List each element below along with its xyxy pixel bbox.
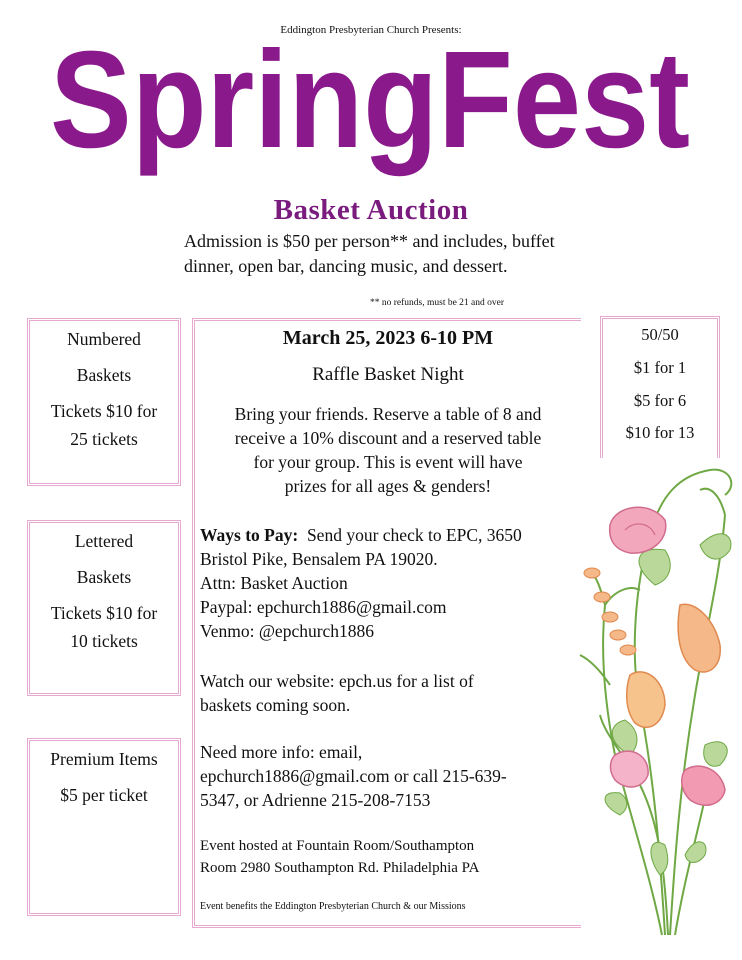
fifty-line2: $1 for 1 bbox=[633, 358, 687, 377]
premium-line2: $5 per ticket bbox=[60, 785, 148, 805]
ways-line2: Bristol Pike, Bensalem PA 19020. bbox=[200, 549, 438, 569]
footnote: ** no refunds, must be 21 and over bbox=[370, 298, 505, 308]
basket-auction-heading: Basket Auction bbox=[273, 194, 469, 226]
lettered-line1: Lettered bbox=[74, 531, 134, 551]
venue-line1: Event hosted at Fountain Room/Southampton bbox=[200, 838, 475, 854]
lettered-line4: 10 tickets bbox=[70, 631, 138, 651]
admission-text: Admission is $50 per person** and includes, buffet dinner, open bar, dancing music, and dessert. bbox=[184, 231, 555, 276]
web-line2: baskets coming soon. bbox=[200, 695, 351, 715]
raffle-night: Raffle Basket Night bbox=[312, 364, 464, 385]
premium-line1: Premium Items bbox=[50, 749, 158, 769]
numbered-line3: Tickets $10 for bbox=[50, 401, 158, 421]
lettered-baskets-box bbox=[27, 520, 181, 696]
benefits-note: Event benefits the Eddington Presbyterian Church & our Missions bbox=[200, 901, 466, 912]
main-info-box bbox=[192, 318, 581, 928]
premium-items-box bbox=[27, 738, 181, 916]
contact-info bbox=[200, 740, 580, 812]
fifty-line3: $5 for 6 bbox=[633, 391, 687, 410]
fifty-line4: $10 for 13 bbox=[625, 423, 695, 442]
bring-line4: prizes for all ages & genders! bbox=[284, 476, 492, 496]
bring-line1: Bring your friends. Reserve a table of 8 and bbox=[234, 404, 542, 424]
fifty-line1: 50/50 bbox=[641, 325, 679, 344]
info-line1: Need more info: email, bbox=[200, 742, 363, 762]
presents-line: Eddington Presbyterian Church Presents: bbox=[280, 24, 462, 36]
numbered-baskets-box bbox=[27, 318, 181, 486]
flower-bouquet-icon bbox=[570, 455, 740, 945]
fifty-fifty-box bbox=[600, 316, 720, 458]
lettered-line2: Baskets bbox=[76, 567, 132, 587]
ways-label: Ways to Pay: bbox=[200, 525, 299, 545]
lettered-line3: Tickets $10 for bbox=[50, 603, 158, 623]
web-line1: Watch our website: epch.us for a list of bbox=[200, 671, 474, 691]
ways-line3: Attn: Basket Auction bbox=[200, 573, 348, 593]
venue-info bbox=[200, 835, 580, 879]
bring-line2: receive a 10% discount and a reserved table bbox=[234, 428, 542, 448]
title-text: SpringFest bbox=[49, 22, 690, 177]
ways-line1: Send your check to EPC, 3650 bbox=[298, 525, 522, 545]
info-line3: 5347, or Adrienne 215-208-7153 bbox=[200, 790, 431, 810]
info-line2: epchurch1886@gmail.com or call 215-639- bbox=[200, 766, 507, 786]
numbered-line2: Baskets bbox=[76, 365, 132, 385]
numbered-line1: Numbered bbox=[67, 329, 141, 349]
website-note bbox=[200, 669, 580, 717]
numbered-line4: 25 tickets bbox=[70, 429, 138, 449]
ways-line4: Paypal: epchurch1886@gmail.com bbox=[200, 597, 447, 617]
event-date: March 25, 2023 6-10 PM bbox=[282, 327, 494, 349]
ways-to-pay bbox=[200, 523, 580, 643]
bring-line3: for your group. This is event will have bbox=[253, 452, 523, 472]
venue-line2: Room 2980 Southampton Rd. Philadelphia PA bbox=[200, 860, 480, 876]
ways-line5: Venmo: @epchurch1886 bbox=[200, 621, 375, 641]
springfest-title bbox=[30, 20, 710, 210]
